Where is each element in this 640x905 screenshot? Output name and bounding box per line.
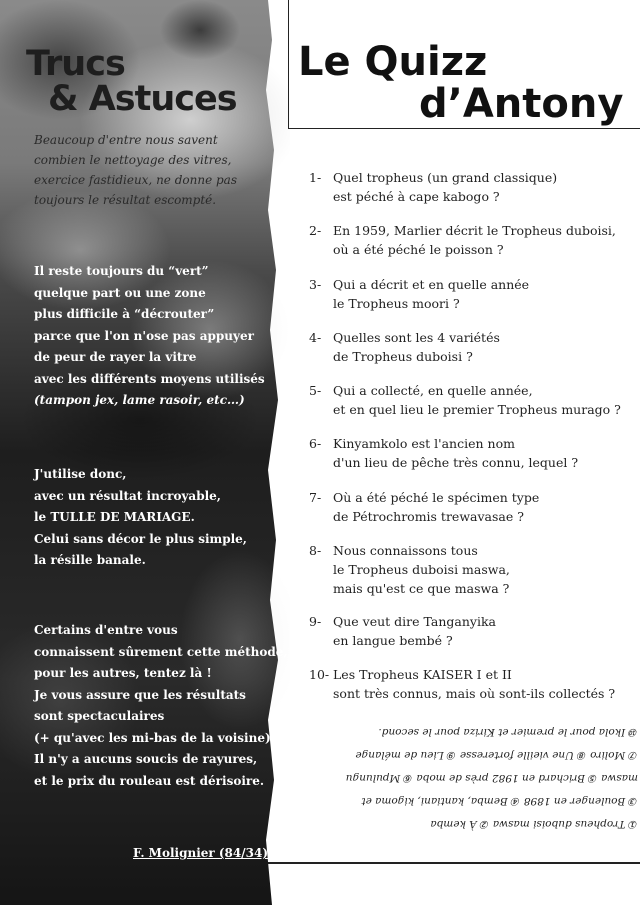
question-line: Quel tropheus (un grand classique) bbox=[333, 170, 558, 185]
question-line: Que veut dire Tanganyika bbox=[333, 614, 496, 629]
quiz-question bbox=[309, 488, 539, 526]
answer-line: ⑦ Moliro ⑧ Une vieille forteresse ⑨ Lieu de mélange bbox=[355, 749, 638, 761]
intro-line: combien le nettoyage des vitres, bbox=[34, 153, 232, 167]
question-line: Qui a décrit et en quelle année bbox=[333, 277, 530, 292]
question-line: de Pétrochromis trewavasae ? bbox=[333, 509, 524, 524]
answer-line: ③ Boulenger en 1898 ④ Bemba, kantiani, kigoma et bbox=[361, 795, 638, 807]
question-number: 3- bbox=[309, 277, 322, 292]
question-line: mais qu'est ce que maswa ? bbox=[333, 581, 510, 596]
paragraph-line: Celui sans décor le plus simple, bbox=[34, 531, 247, 546]
tips-title-line2: & Astuces bbox=[48, 79, 237, 119]
question-line: le Tropheus moori ? bbox=[333, 296, 460, 311]
question-number: 5- bbox=[309, 383, 322, 398]
question-line: Kinyamkolo est l'ancien nom bbox=[333, 436, 515, 451]
paragraph-line: plus difficile à “décrouter” bbox=[34, 307, 215, 321]
tips-title-line1: Trucs bbox=[26, 44, 125, 84]
quiz-question bbox=[309, 434, 578, 472]
question-number: 4- bbox=[309, 330, 322, 345]
question-line: est péché à cape kabogo ? bbox=[333, 189, 500, 204]
question-line: Les Tropheus KAISER I et II bbox=[333, 667, 512, 682]
bottom-divider bbox=[268, 862, 640, 864]
answer-line: ① Tropheus duboisi maswa ② À kemba bbox=[430, 818, 638, 830]
question-line: le Tropheus duboisi maswa, bbox=[333, 562, 510, 577]
author-signature: F. Molignier (84/34) bbox=[133, 846, 269, 860]
paragraph-line: (+ qu'avec les mi-bas de la voisine). bbox=[34, 730, 275, 745]
paragraph-line: Il n'y a aucuns soucis de rayures, bbox=[34, 752, 258, 766]
intro-line: exercice fastidieux, ne donne pas bbox=[34, 173, 237, 187]
answer-line: ⑩ Ikola pour le premier et Kiriza pour le second. bbox=[378, 726, 638, 738]
paragraph-line: quelque part ou une zone bbox=[34, 285, 206, 300]
tips-paragraph-2 bbox=[34, 464, 274, 572]
question-line: où a été péché le poisson ? bbox=[333, 242, 504, 257]
quiz-answers-upside-down bbox=[318, 720, 638, 835]
paragraph-line: pour les autres, tentez là ! bbox=[34, 666, 212, 680]
paragraph-line: et le prix du rouleau est dérisoire. bbox=[34, 773, 265, 788]
question-line: Où a été péché le spécimen type bbox=[333, 490, 540, 505]
question-line: en langue bembé ? bbox=[333, 633, 453, 648]
paragraph-line: Il reste toujours du “vert” bbox=[34, 264, 209, 278]
paragraph-line: de peur de rayer la vitre bbox=[34, 350, 197, 364]
paragraph-line: la résille banale. bbox=[34, 553, 146, 567]
question-number: 6- bbox=[309, 436, 322, 451]
question-line: Nous connaissons tous bbox=[333, 543, 478, 558]
quiz-question bbox=[309, 381, 621, 419]
quiz-question bbox=[309, 168, 557, 206]
question-number: 8- bbox=[309, 543, 322, 558]
tips-intro bbox=[34, 130, 254, 210]
tips-column bbox=[0, 0, 290, 905]
paragraph-line: Certains d'entre vous bbox=[34, 623, 178, 637]
quiz-answers-box bbox=[318, 720, 638, 860]
answer-line: maswa ⑤ Brichard en 1982 près de moba ⑥ Mpulungu bbox=[345, 772, 638, 784]
quiz-question bbox=[309, 541, 510, 598]
tips-paragraph-3 bbox=[34, 620, 288, 792]
question-line: de Tropheus duboisi ? bbox=[333, 349, 473, 364]
question-line: d'un lieu de pêche très connu, lequel ? bbox=[333, 455, 579, 470]
paragraph-line: sont spectaculaires bbox=[34, 709, 165, 723]
paragraph-line: avec les différents moyens utilisés bbox=[34, 371, 265, 386]
question-line: En 1959, Marlier décrit le Tropheus duboisi, bbox=[333, 223, 616, 238]
quiz-question bbox=[309, 328, 500, 366]
question-number: 7- bbox=[309, 490, 322, 505]
question-number: 2- bbox=[309, 223, 322, 238]
paragraph-line: parce que l'on n'ose pas appuyer bbox=[34, 328, 254, 343]
question-number: 1- bbox=[309, 170, 322, 185]
question-number: 10- bbox=[309, 667, 330, 682]
question-line: Qui a collecté, en quelle année, bbox=[333, 383, 533, 398]
paragraph-line: J'utilise donc, bbox=[34, 467, 127, 481]
quiz-title-line2: d’Antony bbox=[419, 81, 624, 127]
paragraph-line: (tampon jex, lame rasoir, etc…) bbox=[34, 393, 245, 407]
intro-line: Beaucoup d'entre nous savent bbox=[34, 133, 218, 147]
quiz-question bbox=[309, 612, 496, 650]
paragraph-line: avec un résultat incroyable, bbox=[34, 488, 221, 503]
quiz-title-line1: Le Quizz bbox=[298, 39, 488, 85]
quiz-question bbox=[309, 665, 615, 703]
quiz-title-box bbox=[288, 0, 640, 129]
question-line: et en quel lieu le premier Tropheus murago ? bbox=[333, 402, 621, 417]
question-number: 9- bbox=[309, 614, 322, 629]
paragraph-line: Je vous assure que les résultats bbox=[34, 687, 246, 702]
quiz-question bbox=[309, 221, 616, 259]
intro-line: toujours le résultat escompté. bbox=[34, 193, 217, 207]
question-line: sont très connus, mais où sont-ils collectés ? bbox=[333, 686, 616, 701]
quiz-question bbox=[309, 275, 529, 313]
paragraph-line: le TULLE DE MARIAGE. bbox=[34, 510, 195, 524]
question-line: Quelles sont les 4 variétés bbox=[333, 330, 500, 345]
paragraph-line: connaissent sûrement cette méthode, bbox=[34, 644, 288, 659]
tips-paragraph-1 bbox=[34, 261, 274, 412]
